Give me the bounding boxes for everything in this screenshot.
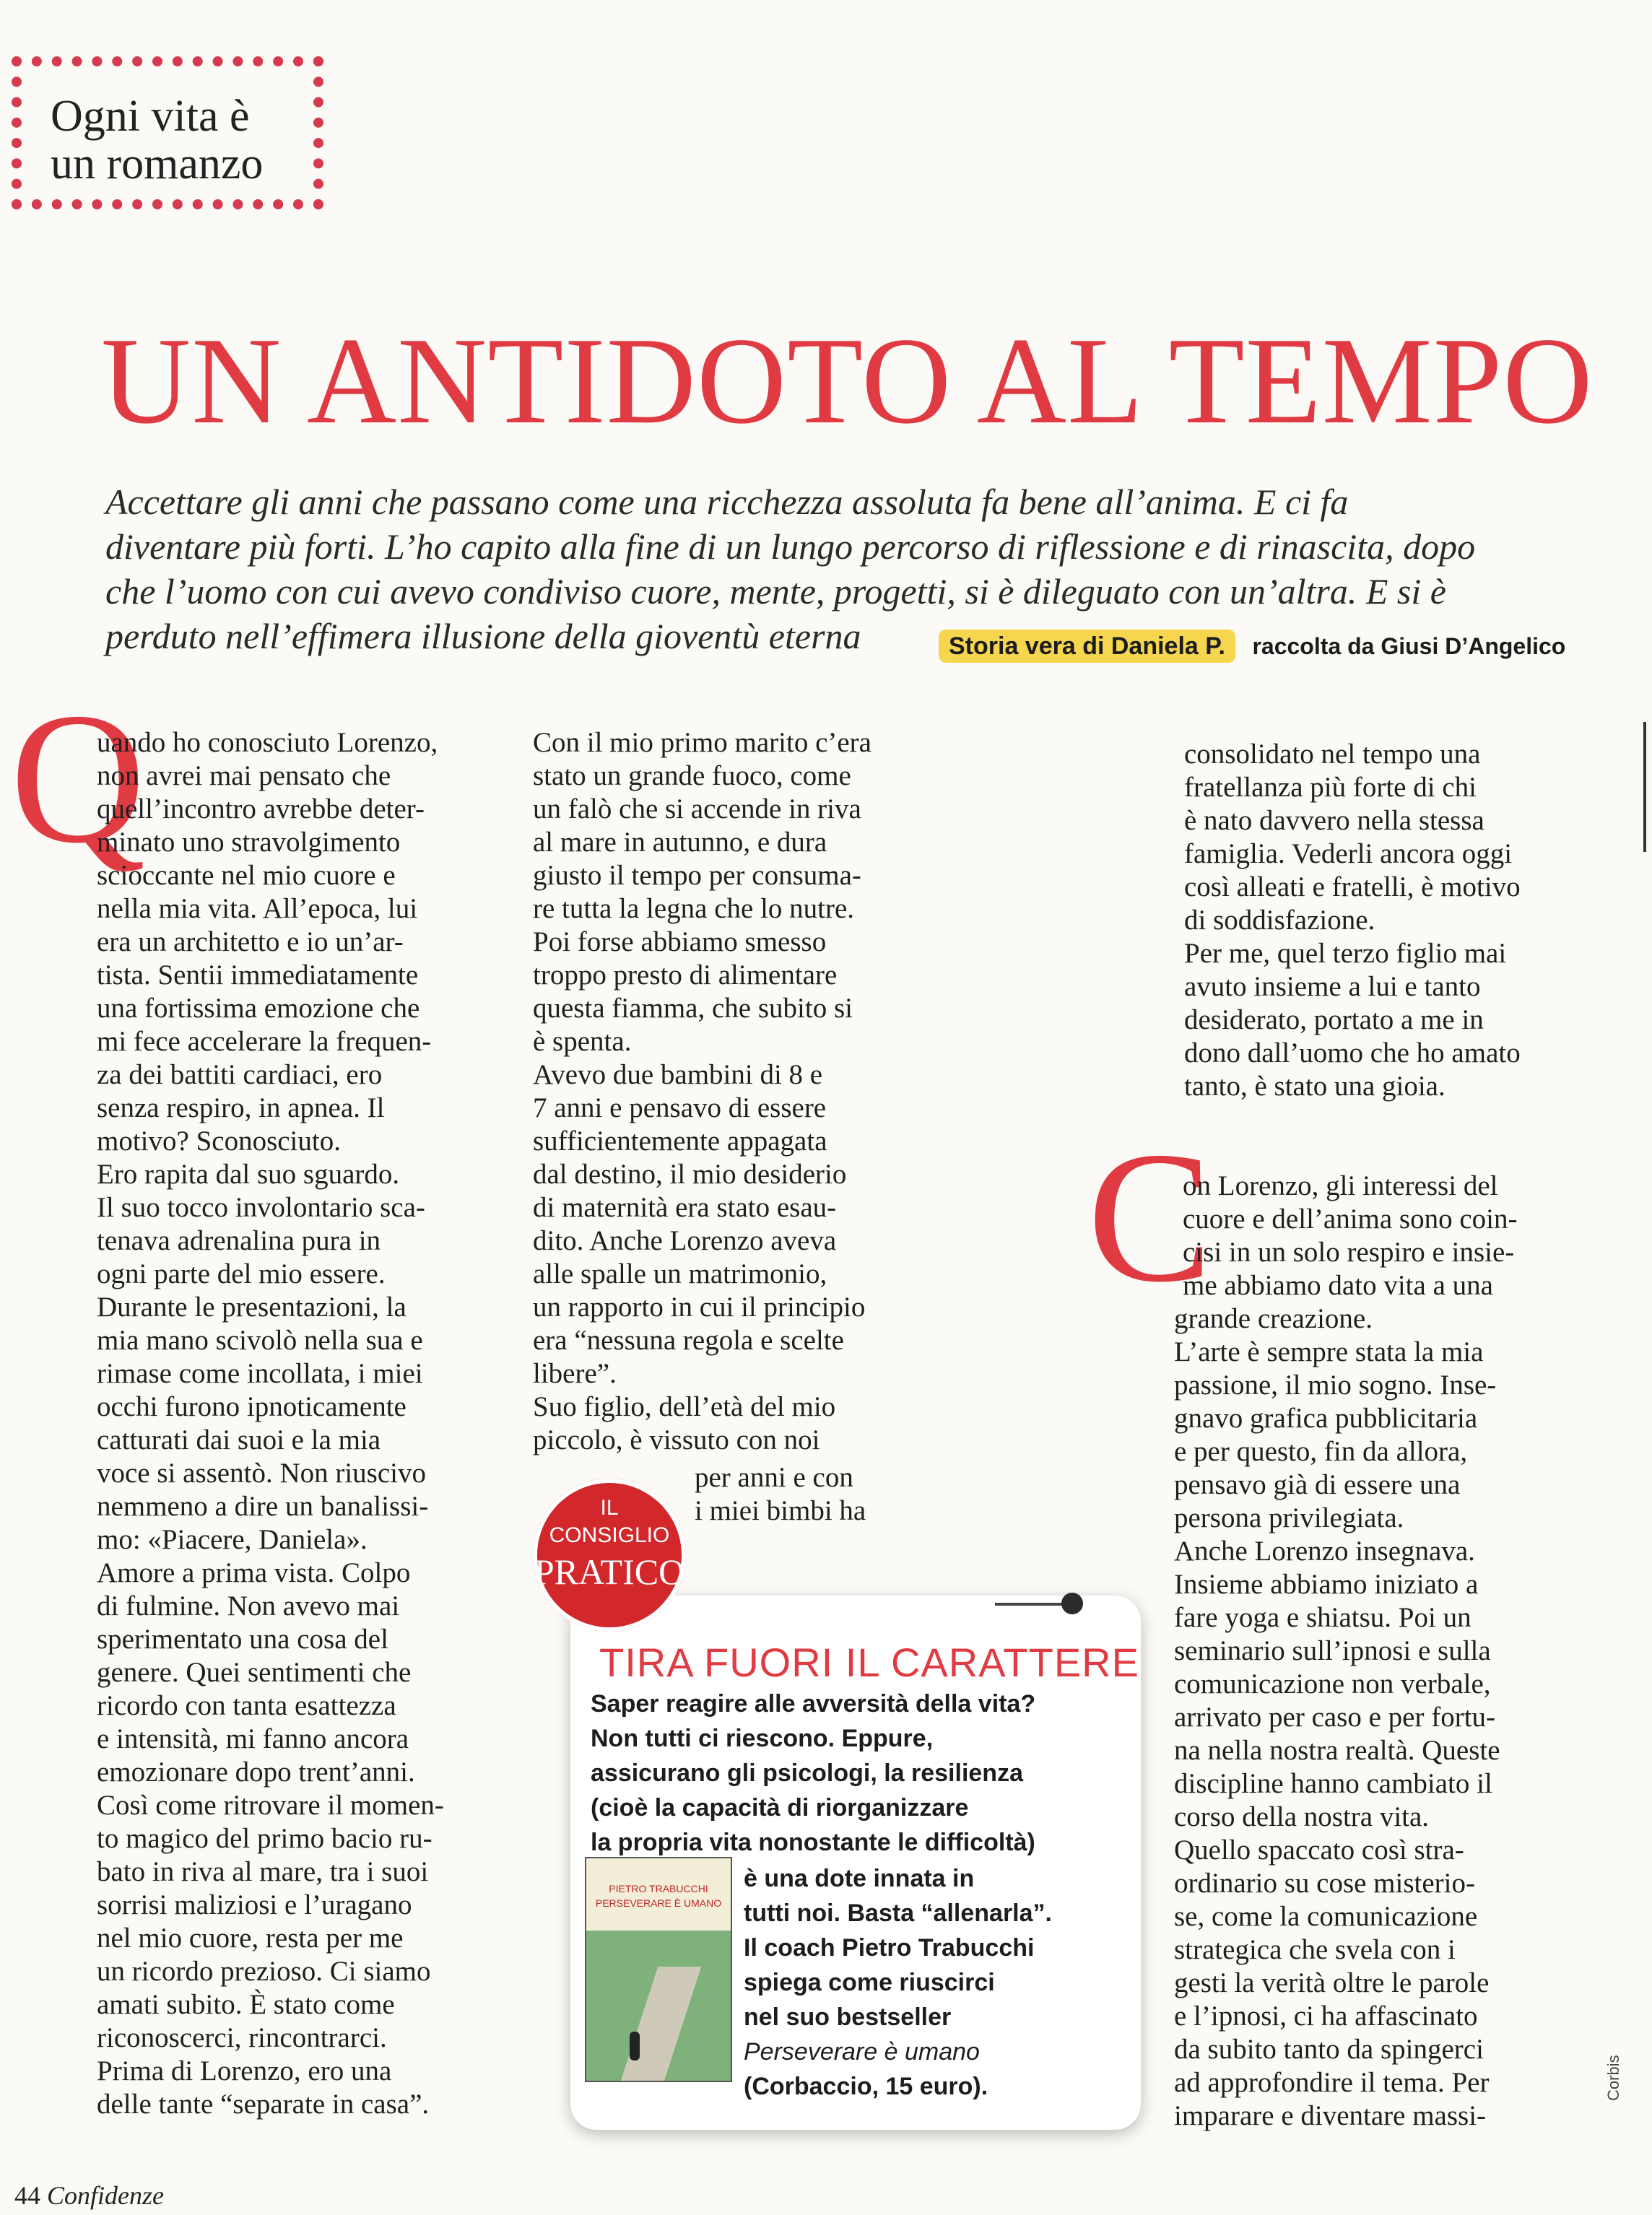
photo-credit: Corbis [1604, 2055, 1622, 2101]
text-line: mia mano scivolò nella sua e [97, 1325, 423, 1356]
text-line: dal destino, il mio desiderio [533, 1159, 847, 1190]
text-line: fratellanza più forte di chi [1184, 772, 1477, 803]
text-line: nemmeno a dire un banalissi- [97, 1491, 429, 1522]
book-cover-image [585, 1857, 732, 2082]
text-line: persona privilegiata. [1174, 1502, 1404, 1533]
tip-title: TIRA FUORI IL CARATTERE [599, 1640, 1139, 1685]
text-line: quell’incontro avrebbe deter- [97, 793, 425, 824]
text-line: cuore e dell’anima sono coin- [1183, 1204, 1518, 1235]
text-line: ogni parte del mio essere. [97, 1258, 386, 1289]
badge-line-1: IL [600, 1496, 619, 1520]
tip-line: Non tutti ci riescono. Eppure, [591, 1725, 934, 1752]
text-line: emozionare dopo trent’anni. [97, 1757, 415, 1788]
tip-line: spiega come riuscirci [744, 1969, 995, 1996]
text-line: un falò che si accende in riva [533, 793, 861, 824]
text-line: nel mio cuore, resta per me [97, 1923, 404, 1954]
tip-box [570, 1596, 1141, 2130]
text-line: gesti la verità oltre le parole [1174, 1967, 1490, 1998]
kicker-line-2: un romanzo [51, 139, 264, 188]
byline [939, 632, 1565, 661]
byline-collected: raccolta da Giusi D’Angelico [1252, 633, 1566, 659]
tip-line: (Corbaccio, 15 euro). [744, 2073, 988, 2100]
deck-line: che l’uomo con cui avevo condiviso cuore, mente, progetti, si è dileguato con un’altra. E si è [105, 571, 1446, 612]
text-line: Con il mio primo marito c’era [533, 727, 871, 758]
text-line: di soddisfazione. [1184, 905, 1375, 936]
pin-head-icon [1061, 1593, 1083, 1614]
text-line: Durante le presentazioni, la [97, 1292, 407, 1323]
text-line: è nato davvero nella stessa [1184, 805, 1484, 836]
section-kicker-box [12, 56, 323, 209]
text-line: na nella nostra realtà. Queste [1174, 1735, 1500, 1766]
badge-line-2: CONSIGLIO [549, 1523, 670, 1547]
text-line: e l’ipnosi, ci ha affascinato [1174, 2001, 1478, 2032]
magazine-name: Confidenze [47, 2181, 164, 2210]
book-author: PIETRO TRABUCCHI [609, 1883, 708, 1894]
text-line: ricordo con tanta esattezza [97, 1690, 396, 1721]
text-line: occhi furono ipnoticamente [97, 1391, 407, 1422]
text-line: di fulmine. Non avevo mai [97, 1590, 400, 1622]
text-line: un rapporto in cui il principio [533, 1292, 866, 1323]
column-2 [533, 726, 871, 1457]
text-line: pensavo già di essere una [1174, 1469, 1461, 1500]
runner-figure [630, 2032, 640, 2060]
text-line: minato uno stravolgimento [97, 827, 401, 858]
text-line: cisi in un solo respiro e insie- [1183, 1237, 1515, 1268]
text-line: me abbiamo dato vita a una [1183, 1270, 1493, 1301]
tip-line: è una dote innata in [744, 1865, 975, 1892]
deck-line: Accettare gli anni che passano come una ricchezza assoluta fa bene all’anima. E ci fa [105, 482, 1349, 522]
text-line: era un architetto e io un’ar- [97, 926, 404, 957]
text-line: mo: «Piacere, Daniela». [97, 1524, 368, 1555]
text-line: discipline hanno cambiato il [1174, 1768, 1492, 1799]
text-line: Amore a prima vista. Colpo [97, 1557, 411, 1588]
text-line: Prima di Lorenzo, ero una [97, 2055, 392, 2086]
text-line: riconoscerci, rincontrarci. [97, 2022, 387, 2053]
text-line: amati subito. È stato come [97, 1989, 395, 2020]
text-line: strategica che svela con i [1174, 1934, 1456, 1965]
text-line: da subito tanto da spingerci [1174, 2034, 1484, 2065]
text-line: dito. Anche Lorenzo aveva [533, 1225, 837, 1256]
text-line: così alleati e fratelli, è motivo [1184, 871, 1521, 902]
text-line: tanto, è stato una gioia. [1184, 1071, 1446, 1102]
text-line: Insieme abbiamo iniziato a [1174, 1569, 1479, 1600]
tip-line: la propria vita nonostante le difficoltà) [591, 1829, 1035, 1856]
text-line: to magico del primo bacio ru- [97, 1823, 432, 1854]
drop-cap-q: Q [10, 674, 146, 882]
text-line: voce si assentò. Non riuscivo [97, 1458, 427, 1489]
deck-line: diventare più forti. L’ho capito alla fine di un lungo percorso di riflessione e di rinascita, dopo [105, 526, 1476, 567]
text-line: corso della nostra vita. [1174, 1801, 1430, 1832]
text-line: di maternità era stato esau- [533, 1192, 837, 1223]
drop-cap-c: C [1087, 1113, 1213, 1321]
column-3-top [1184, 738, 1521, 1103]
text-line: sperimentato una cosa del [97, 1624, 388, 1655]
page-edge-mark [1643, 722, 1646, 852]
text-line: ordinario su cose misterio- [1174, 1868, 1475, 1899]
page-number: 44 [14, 2181, 40, 2210]
tip-line: nel suo bestseller [744, 2003, 952, 2031]
text-line: genere. Quei sentimenti che [97, 1657, 412, 1688]
tip-line: Saper reagire alle avversità della vita? [591, 1690, 1036, 1718]
text-line: nella mia vita. All’epoca, lui [97, 893, 418, 924]
text-line: arrivato per caso e per fortu- [1174, 1702, 1496, 1733]
text-line: uando ho conosciuto Lorenzo, [97, 727, 438, 758]
text-line: 7 anni e pensavo di essere [533, 1092, 827, 1123]
column-3 [1174, 1302, 1500, 2133]
text-line: desiderato, portato a me in [1184, 1004, 1484, 1035]
text-line: motivo? Sconosciuto. [97, 1126, 341, 1157]
text-line: Quello spaccato così stra- [1174, 1835, 1464, 1866]
text-line: tenava adrenalina pura in [97, 1225, 381, 1256]
text-line: Il suo tocco involontario sca- [97, 1192, 425, 1223]
text-line: e intensità, mi fanno ancora [97, 1723, 409, 1754]
text-line: era “nessuna regola e scelte [533, 1325, 844, 1356]
text-line: bato in riva al mare, tra i suoi [97, 1856, 429, 1887]
text-line: giusto il tempo per consuma- [533, 860, 861, 891]
text-line: senza respiro, in apnea. Il [97, 1092, 385, 1123]
article-headline: UN ANTIDOTO AL TEMPO [101, 313, 1594, 450]
text-line: consolidato nel tempo una [1184, 739, 1481, 770]
page-folio [14, 2180, 164, 2211]
tip-line: tutti noi. Basta “allenarla”. [744, 1899, 1052, 1927]
text-line: Anche Lorenzo insegnava. [1174, 1536, 1475, 1567]
kicker-line-1: Ogni vita è [51, 92, 250, 141]
text-line: comunicazione non verbale, [1174, 1668, 1491, 1700]
text-line: re tutta la legna che lo nutre. [533, 893, 855, 924]
text-line: ad approfondire il tema. Per [1174, 2067, 1490, 2098]
section-kicker [51, 92, 263, 188]
text-line: Per me, quel terzo figlio mai [1184, 938, 1507, 969]
text-line: i miei bimbi ha [695, 1495, 866, 1526]
text-line: grande creazione. [1174, 1303, 1373, 1334]
text-line: una fortissima emozione che [97, 993, 420, 1024]
text-line: tista. Sentii immediatamente [97, 959, 419, 991]
text-line: mi fece accelerare la frequen- [97, 1026, 432, 1057]
book-title: PERSEVERARE È UMANO [595, 1897, 722, 1909]
text-line: questa fiamma, che subito si [533, 993, 853, 1024]
text-line: sufficientemente appagata [533, 1126, 827, 1157]
text-line: scioccante nel mio cuore e [97, 860, 396, 891]
tip-line: (cioè la capacità di riorganizzare [591, 1794, 969, 1822]
tip-line: Il coach Pietro Trabucchi [744, 1934, 1035, 1962]
text-line: Poi forse abbiamo smesso [533, 926, 827, 957]
text-line: famiglia. Vederli ancora oggi [1184, 838, 1513, 869]
text-line: al mare in autunno, e dura [533, 827, 827, 858]
text-line: stato un grande fuoco, come [533, 760, 851, 791]
text-line: za dei battiti cardiaci, ero [97, 1059, 383, 1090]
column-1 [97, 726, 444, 2121]
column-3-drop-lines [1183, 1170, 1518, 1302]
text-line: seminario sull’ipnosi e sulla [1174, 1635, 1491, 1666]
text-line: passione, il mio sogno. Inse- [1174, 1370, 1497, 1401]
deck-line: perduto nell’effimera illusione della gioventù eterna [105, 616, 861, 656]
text-line: Ero rapita dal suo sguardo. [97, 1159, 400, 1190]
consiglio-pratico-badge [533, 1479, 686, 1632]
text-line: se, come la comunicazione [1174, 1901, 1478, 1932]
text-line: catturati dai suoi e la mia [97, 1424, 381, 1455]
article-deck [105, 479, 1607, 658]
text-line: e per questo, fin da allora, [1174, 1436, 1468, 1467]
text-line: un ricordo prezioso. Ci siamo [97, 1956, 431, 1987]
text-line: non avrei mai pensato che [97, 760, 391, 791]
text-line: piccolo, è vissuto con noi [533, 1424, 820, 1455]
column-2-tail [695, 1461, 866, 1528]
badge-line-3: PRATICO [534, 1552, 685, 1592]
text-line: L’arte è sempre stata la mia [1174, 1336, 1484, 1367]
tip-line: assicurano gli psicologi, la resilienza [591, 1759, 1023, 1787]
text-line: on Lorenzo, gli interessi del [1183, 1170, 1498, 1201]
text-line: delle tante “separate in casa”. [97, 2089, 430, 2120]
text-line: dono dall’uomo che ho amato [1184, 1037, 1521, 1069]
text-line: imparare e diventare massi- [1174, 2100, 1487, 2131]
text-line: fare yoga e shiatsu. Poi un [1174, 1602, 1471, 1633]
text-line: è spenta. [533, 1026, 632, 1057]
tip-line: Perseverare è umano [744, 2038, 980, 2066]
text-line: troppo presto di alimentare [533, 959, 838, 991]
text-line: Così come ritrovare il momen- [97, 1790, 444, 1821]
text-line: avuto insieme a lui e tanto [1184, 971, 1481, 1002]
text-line: alle spalle un matrimonio, [533, 1258, 827, 1289]
text-line: libere”. [533, 1358, 617, 1389]
byline-highlight: Storia vera di Daniela P. [939, 630, 1235, 663]
text-line: Avevo due bambini di 8 e [533, 1059, 823, 1090]
text-line: rimase come incollata, i miei [97, 1358, 423, 1389]
text-line: per anni e con [695, 1462, 853, 1493]
text-line: Suo figlio, dell’età del mio [533, 1391, 836, 1422]
text-line: gnavo grafica pubblicitaria [1174, 1403, 1478, 1434]
text-line: sorrisi maliziosi e l’uragano [97, 1889, 412, 1920]
